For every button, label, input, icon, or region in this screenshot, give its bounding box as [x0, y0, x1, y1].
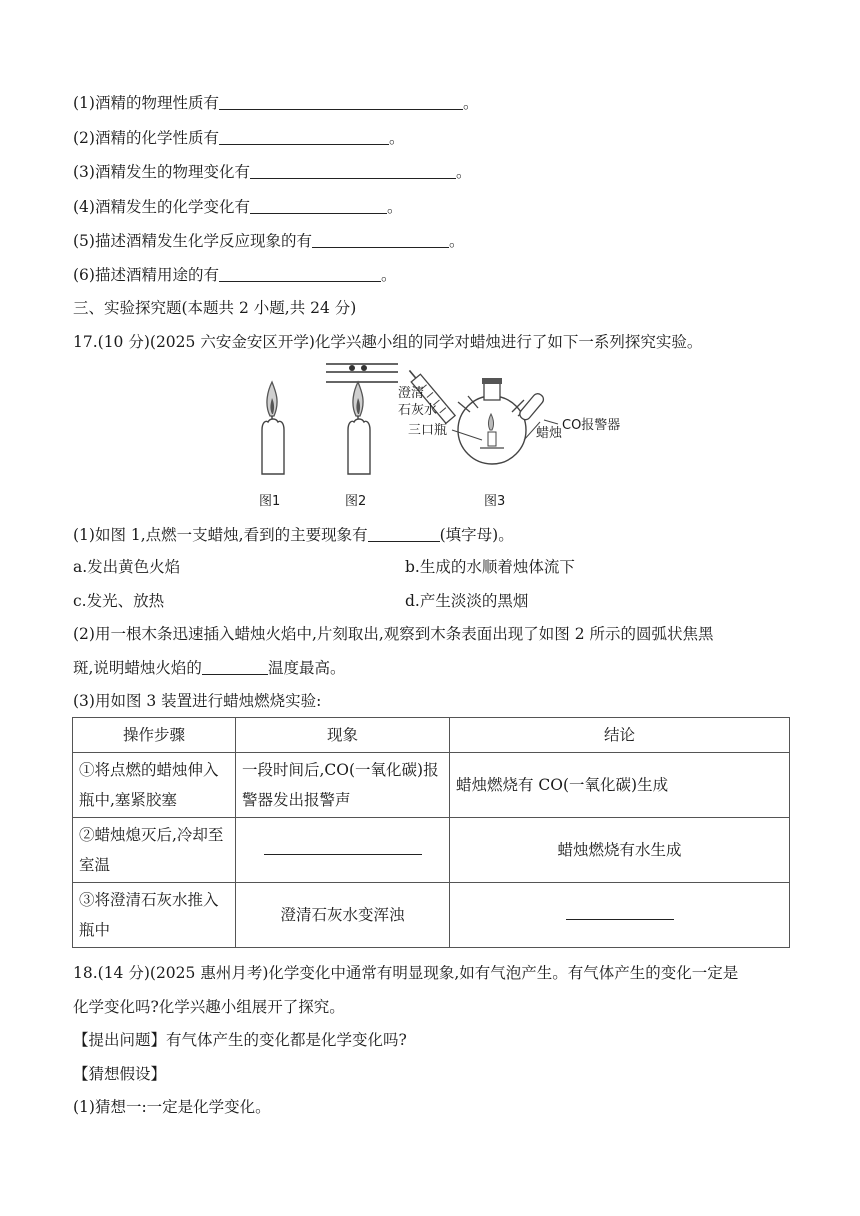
- label-candle: 蜡烛: [536, 426, 563, 441]
- caption-fig1: 图1: [259, 494, 281, 509]
- table-cell-phenomenon: 澄清石灰水变浑浊: [236, 883, 450, 948]
- answer-blank[interactable]: [202, 658, 268, 675]
- q16-item-2: (2)酒精的化学性质有 。: [73, 129, 405, 147]
- table-cell-step: ①将点燃的蜡烛伸入瓶中,塞紧胶塞: [73, 753, 236, 818]
- q17-part1: (1)如图 1,点燃一支蜡烛,看到的主要现象有 (填字母)。: [73, 526, 514, 544]
- section-title: 三、实验探究题(本题共 2 小题,共 24 分): [73, 299, 357, 317]
- q16-item-6: (6)描述酒精用途的有 。: [73, 266, 397, 284]
- answer-blank[interactable]: [219, 265, 381, 282]
- table-header: 结论: [450, 718, 790, 753]
- table-cell-step: ②蜡烛熄灭后,冷却至室温: [73, 818, 236, 883]
- caption-fig2: 图2: [345, 494, 367, 509]
- q17-part2-line2: 斑,说明蜡烛火焰的 温度最高。: [73, 659, 346, 677]
- answer-blank[interactable]: [566, 901, 674, 920]
- option-c: c.发光、放热: [73, 592, 165, 610]
- q17-part2-line1: (2)用一根木条迅速插入蜡烛火焰中,片刻取出,观察到木条表面出现了如图 2 所示的圆弧状焦黑: [73, 625, 714, 643]
- table-header: 操作步骤: [73, 718, 236, 753]
- q18-stem-line1: 18.(14 分)(2025 惠州月考)化学变化中通常有明显现象,如有气泡产生。有气体产生的变化一定是: [73, 964, 739, 982]
- table-row: [73, 818, 790, 883]
- q16-item-4: (4)酒精发生的化学变化有 。: [73, 198, 403, 216]
- table-cell-conclusion-blank: [450, 883, 790, 948]
- caption-fig3: 图3: [484, 494, 506, 509]
- table-cell-phenomenon: 一段时间后,CO(一氧化碳)报警器发出报警声: [236, 753, 450, 818]
- answer-blank[interactable]: [312, 231, 449, 248]
- option-b: b.生成的水顺着烛体流下: [405, 558, 575, 576]
- table-cell-phenomenon-blank: [236, 818, 450, 883]
- answer-blank[interactable]: [219, 93, 463, 110]
- table-header: 现象: [236, 718, 450, 753]
- answer-blank[interactable]: [250, 197, 387, 214]
- table-header-row: [73, 718, 790, 753]
- table-cell-step: ③将澄清石灰水推入瓶中: [73, 883, 236, 948]
- label-limewater: 澄清: [398, 386, 425, 401]
- q18-stem-line2: 化学变化吗?化学兴趣小组展开了探究。: [73, 998, 345, 1016]
- table-row: [73, 883, 790, 948]
- q18-question: 【提出问题】有气体产生的变化都是化学变化吗?: [73, 1031, 407, 1049]
- q16-item-3: (3)酒精发生的物理变化有 。: [73, 163, 472, 181]
- experiment-figure: [240, 352, 620, 517]
- table-row: [73, 753, 790, 818]
- candle-fig2: [326, 364, 398, 474]
- answer-blank[interactable]: [250, 162, 456, 179]
- answer-blank[interactable]: [219, 128, 389, 145]
- label-limewater: 石灰水: [398, 403, 438, 418]
- table-cell-conclusion: 蜡烛燃烧有水生成: [450, 818, 790, 883]
- option-d: d.产生淡淡的黑烟: [405, 592, 529, 610]
- q16-item-1: (1)酒精的物理性质有 。: [73, 94, 479, 112]
- q18-hypothesis-title: 【猜想假设】: [73, 1065, 167, 1083]
- experiment-table: [72, 717, 790, 948]
- label-three-neck: 三口瓶: [408, 423, 448, 438]
- table-cell-conclusion: 蜡烛燃烧有 CO(一氧化碳)生成: [450, 753, 790, 818]
- label-co-alarm: CO报警器: [562, 418, 621, 433]
- answer-blank[interactable]: [368, 525, 440, 542]
- option-a: a.发出黄色火焰: [73, 558, 181, 576]
- answer-blank[interactable]: [264, 836, 422, 855]
- q17-part3: (3)用如图 3 装置进行蜡烛燃烧实验:: [73, 692, 322, 710]
- q17-stem: 17.(10 分)(2025 六安金安区开学)化学兴趣小组的同学对蜡烛进行了如下一系列探究实验。: [73, 333, 703, 351]
- candle-fig1: [262, 382, 284, 474]
- q18-guess1: (1)猜想一:一定是化学变化。: [73, 1098, 271, 1116]
- q16-item-5: (5)描述酒精发生化学反应现象的有 。: [73, 232, 465, 250]
